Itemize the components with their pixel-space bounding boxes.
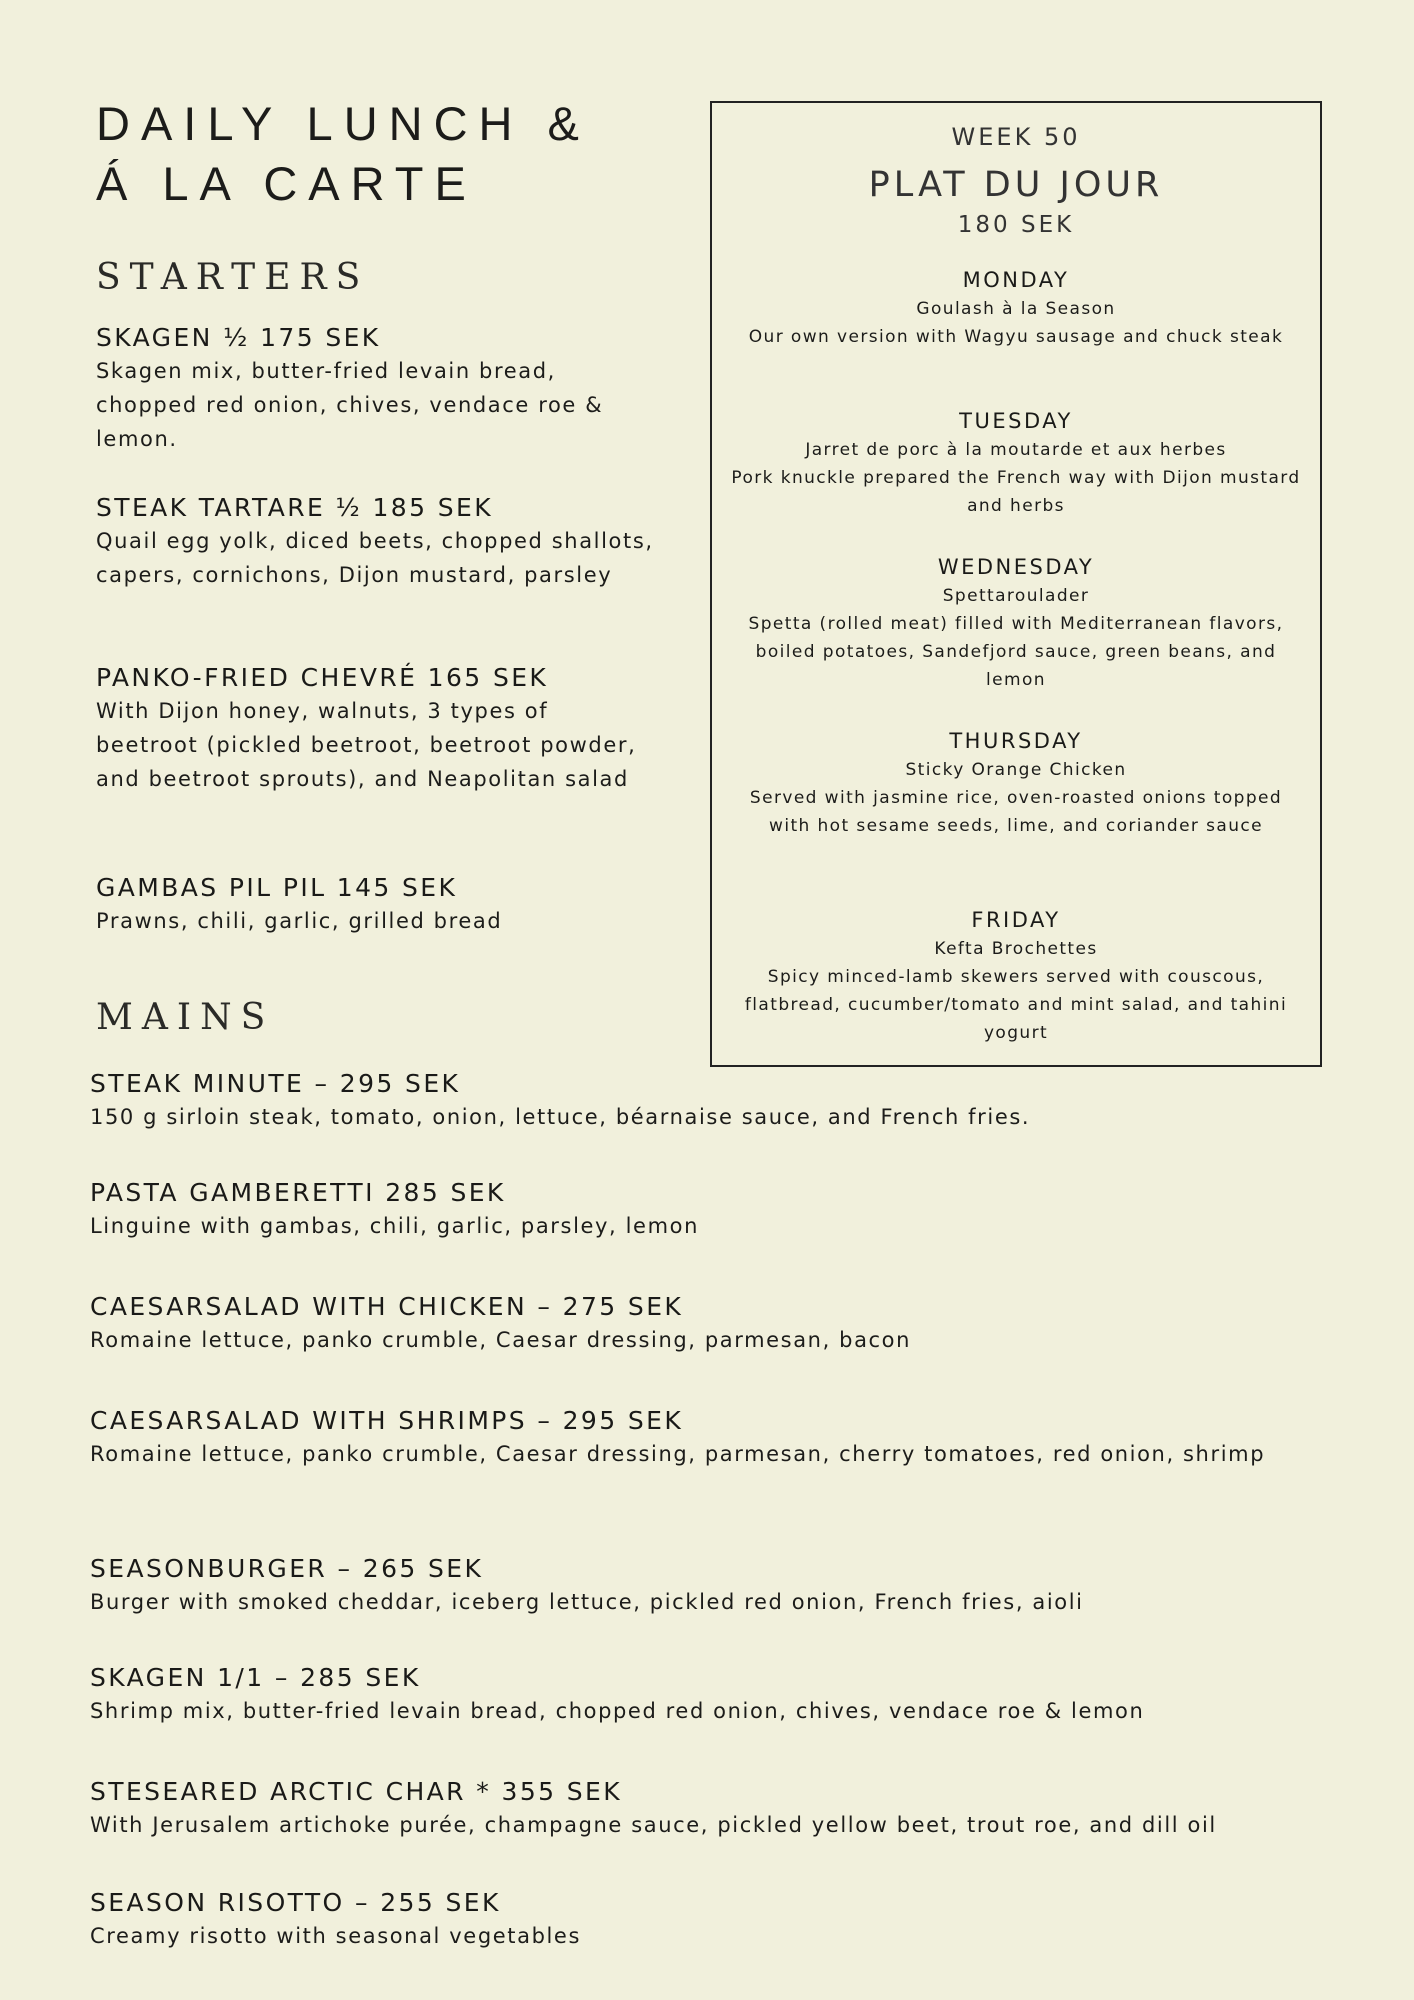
main-item-name: STESEARED ARCTIC CHAR * 355 SEK <box>90 1777 623 1806</box>
menu-title <box>96 94 590 214</box>
day-dish: Goulash à la Season <box>916 299 1116 319</box>
day-name: MONDAY <box>962 268 1070 292</box>
starter-item-name: GAMBAS PIL PIL 145 SEK <box>96 873 458 902</box>
day-description: Served with jasmine rice, oven-roasted onions topped with hot sesame seeds, lime, and coriander sauce <box>749 788 1283 836</box>
day-dish: Jarret de porc à la moutarde et aux herbes <box>805 440 1227 460</box>
day-item-friday <box>730 905 1302 1047</box>
main-item <box>90 1177 1320 1243</box>
day-dish: Kefta Brochettes <box>934 939 1098 959</box>
main-item <box>90 1405 1320 1471</box>
starter-item-description: With Dijon honey, walnuts, 3 types of beetroot (pickled beetroot, beetroot powder, and beetroot sprouts), and Neapolitan salad <box>96 699 637 791</box>
main-item-description: 150 g sirloin steak, tomato, onion, lettuce, béarnaise sauce, and French fries. <box>90 1105 1031 1129</box>
mains-heading: MAINS <box>96 997 275 1038</box>
main-item <box>90 1553 1320 1619</box>
main-item-name: SEASONBURGER – 265 SEK <box>90 1554 484 1583</box>
starter-item-name: STEAK TARTARE ½ 185 SEK <box>96 493 494 522</box>
plat-du-jour-title: PLAT DU JOUR <box>868 165 1164 205</box>
main-item-name: CAESARSALAD WITH SHRIMPS – 295 SEK <box>90 1406 684 1435</box>
main-item-name: STEAK MINUTE – 295 SEK <box>90 1069 461 1098</box>
starter-item-name: SKAGEN ½ 175 SEK <box>96 323 381 352</box>
starter-item <box>96 322 656 456</box>
day-description: Spicy minced-lamb skewers served with couscous, flatbread, cucumber/tomato and mint salad, and tahini yogurt <box>744 967 1288 1043</box>
main-item-name: SEASON RISOTTO – 255 SEK <box>90 1888 501 1917</box>
starter-item-description: Skagen mix, butter-fried levain bread, chopped red onion, chives, vendace roe & lemon. <box>96 359 604 451</box>
day-description: Spetta (rolled meat) filled with Mediterranean flavors, boiled potatoes, Sandefjord sauce, green beans, and lemon <box>748 614 1284 690</box>
day-item-thursday <box>730 726 1302 840</box>
main-item-description: Linguine with gambas, chili, garlic, parsley, lemon <box>90 1214 699 1238</box>
main-item-description: Shrimp mix, butter-fried levain bread, chopped red onion, chives, vendace roe & lemon <box>90 1699 1145 1723</box>
main-item-description: Romaine lettuce, panko crumble, Caesar dressing, parmesan, bacon <box>90 1328 912 1352</box>
day-name: THURSDAY <box>949 729 1083 753</box>
day-name: WEDNESDAY <box>937 555 1095 579</box>
main-item <box>90 1068 1320 1134</box>
day-dish: Spettaroulader <box>942 586 1090 606</box>
main-item-description: Creamy risotto with seasonal vegetables <box>90 1924 581 1948</box>
main-item-name: CAESARSALAD WITH CHICKEN – 275 SEK <box>90 1292 684 1321</box>
main-item-description: Burger with smoked cheddar, iceberg lettuce, pickled red onion, French fries, aioli <box>90 1590 1084 1614</box>
day-description: Our own version with Wagyu sausage and chuck steak <box>748 327 1284 347</box>
starter-item-description: Prawns, chili, garlic, grilled bread <box>96 909 503 933</box>
day-item-tuesday <box>730 406 1302 520</box>
main-item <box>90 1662 1320 1728</box>
starter-item <box>96 872 656 938</box>
day-description: Pork knuckle prepared the French way with Dijon mustard and herbs <box>731 468 1301 516</box>
day-item-monday <box>730 265 1302 351</box>
day-item-wednesday <box>730 552 1302 694</box>
menu-title-line-1: DAILY LUNCH & <box>96 97 590 150</box>
week-label: WEEK 50 <box>951 123 1081 151</box>
main-item-description: With Jerusalem artichoke purée, champagne sauce, pickled yellow beet, trout roe, and dill oil <box>90 1813 1217 1837</box>
main-item <box>90 1776 1320 1842</box>
main-item <box>90 1291 1320 1357</box>
main-item <box>90 1887 1320 1953</box>
plat-du-jour-box <box>710 101 1322 1067</box>
starter-item <box>96 492 656 592</box>
plat-du-jour-price: 180 SEK <box>957 212 1075 238</box>
main-item-name: PASTA GAMBERETTI 285 SEK <box>90 1178 506 1207</box>
main-item-description: Romaine lettuce, panko crumble, Caesar dressing, parmesan, cherry tomatoes, red onion, shrimp <box>90 1442 1266 1466</box>
starter-item <box>96 662 656 796</box>
day-name: FRIDAY <box>971 908 1061 932</box>
main-item-name: SKAGEN 1/1 – 285 SEK <box>90 1663 421 1692</box>
starter-item-description: Quail egg yolk, diced beets, chopped shallots, capers, cornichons, Dijon mustard, parsley <box>96 529 654 587</box>
day-dish: Sticky Orange Chicken <box>905 760 1127 780</box>
starter-item-name: PANKO-FRIED CHEVRÉ 165 SEK <box>96 663 549 692</box>
starters-heading: STARTERS <box>96 257 370 298</box>
day-name: TUESDAY <box>959 409 1073 433</box>
menu-title-line-2: Á LA CARTE <box>96 157 477 210</box>
